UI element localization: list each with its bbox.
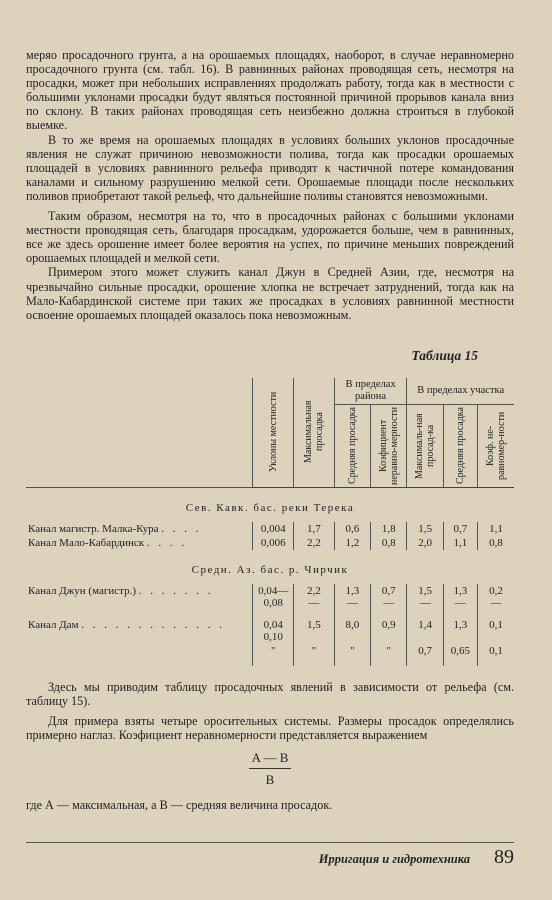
- table-row: Канал магистр. Малка-Кура . . . . 0,004 1,7 0,6 1,8 1,5 0,7 1,1: [26, 522, 514, 536]
- header-blank: [26, 378, 253, 488]
- paragraph-3: Таким образом, несмотря на то, что в просадочных районах с большими уклонами местности проводящая сеть, благодаря просадкам, удорожается больше, чем в равнинных, все же здесь орошение имеет более вероятия на успех, по причине меньших повреждений орошаемых площадей и мелкой сети.: [26, 209, 514, 266]
- header-slope: Уклоны местности: [267, 392, 279, 473]
- table-row: " " " " 0,7 0,65 0,1: [26, 644, 514, 658]
- formula-explanation: где А — максимальная, а В — средняя величина просадок.: [26, 798, 333, 813]
- header-mean2: Средняя просадка: [454, 407, 466, 485]
- formula: [26, 750, 514, 788]
- paragraph-1: меряо просадочного грунта, а на орошаемых площадях, наоборот, в случае неравномерно просадочного грунта (см. табл. 16). В равнинных районах проводящая сеть, несмотря на просадки, может при небольших исправлениях продолжать работу, тогда как в местности с большими уклонами просадки будут являться постоянной причиной прорывов канала вниз по склону. В таких районах проводящая сеть неизбежно должна строиться в глубокой выемке.: [26, 48, 514, 133]
- journal-title: Ирригация и гидротехника: [318, 852, 470, 866]
- table-row: Канал Дам . . . . . . . . . . . . . 0,04 0,10 1,5 8,0 0,9 1,4 1,3 0,1: [26, 618, 514, 644]
- page-number: 89: [494, 846, 514, 868]
- paragraph-4: Примером этого может служить канал Джун в Средней Азии, где, несмотря на чрезвычайно сильные просадки, орошение хлопка не встречает затруднений, тогда как на Мало-Кабардинской системе при таких же просадках в условиях равнинной местности освоение орошаемых площадей оказалось пока невозможным.: [26, 265, 514, 322]
- header-max: Максимальная просадка: [302, 401, 325, 464]
- paragraph-2: В то же время на орошаемых площадях в условиях больших уклонов просадочные явления не служат причиною невозможности полива, тогда как просадки орошаемых площадей в условиях равнинного рельефа приводят к частичной потере командования каналами и сильному разрушению мелкой сети. Орошаемые площади после нескольких поливов приобретают такой рельеф, что дальнейшие поливы становятся невозможными.: [26, 132, 514, 203]
- page-footer: [26, 842, 514, 873]
- section-chirchik: Средн. Аз. бас. р. Чирчик: [191, 563, 349, 576]
- header-group-rayon: В пределах района: [334, 378, 407, 405]
- header-coef2: Коэф. не-равномер-ности: [485, 411, 508, 480]
- paragraph-5: Здесь мы приводим таблицу просадочных явлений в зависимости от рельефа (см. таблицу 15).: [26, 679, 514, 708]
- table-caption: Таблица 15: [411, 347, 478, 363]
- table-row: Канал Джун (магистр.) . . . . . . . 0,04— 0,08 2,2 — 1,3 — 0,7 — 1,5 — 1,3 — 0,2 —: [26, 584, 514, 610]
- table-row: Канал Мало-Кабардинск . . . . 0,006 2,2 1,2 0,8 2,0 1,1 0,8: [26, 536, 514, 550]
- subsidence-table: [26, 378, 514, 666]
- section-terek: Сев. Кавк. бас. реки Терека: [185, 501, 355, 514]
- formula-numerator: A — B: [249, 750, 292, 769]
- paragraph-6: Для примера взяты четыре оросительных системы. Размеры просадок определялись примерно наглаз. Коэфициент неравномерности представляется выражением: [26, 713, 514, 743]
- header-group-uchastok: В пределах участка: [407, 378, 514, 405]
- header-mean: Средняя просадка: [346, 407, 358, 485]
- formula-denominator: B: [265, 772, 275, 788]
- header-coef: Коэфициент неравно-мерности: [377, 406, 400, 485]
- header-max2: Максималь-ная просад-ка: [414, 412, 437, 479]
